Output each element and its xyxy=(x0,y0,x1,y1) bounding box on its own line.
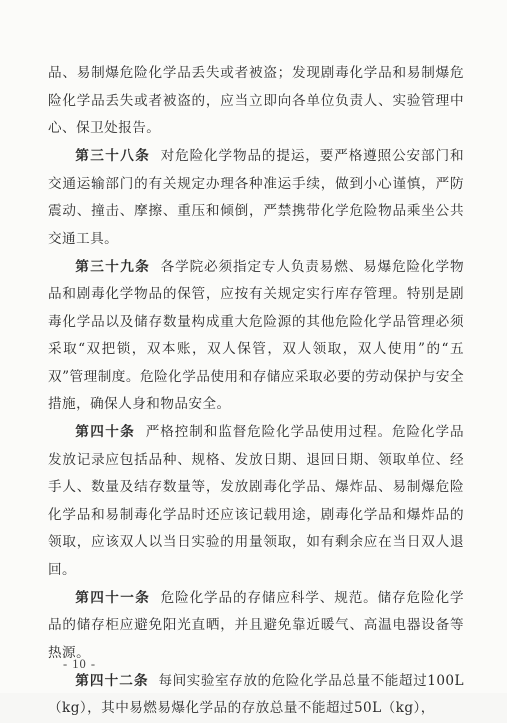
paragraph-article-40 xyxy=(48,419,464,584)
paragraph-text: 危险化学品的存储应科学、规范。储存危险化学品的储存柜应避免阳光直晒，并且避免靠近暖气、高温电器设备等热源。 xyxy=(48,589,464,661)
paragraph-text: 严格控制和监督危险化学品使用过程。危险化学品发放记录应包括品种、规格、发放日期、退回日期、领取单位、经手人、数量及结存数量等，发放剧毒化学品、爆炸品、易制爆危险化学品和易制毒化学品时还应该记载用途，剧毒化学品和爆炸品的领取，应该双人以当日实验的用量领取，如有剩余应在当日双人退回。 xyxy=(48,424,465,578)
article-number: 第四十二条 xyxy=(75,672,149,689)
paragraph-text: 对危险化学物品的提运，要严格遵照公安部门和交通运输部门的有关规定办理各种准运手续，做到小心谨慎，严防震动、撞击、摩擦、重压和倾倒，严禁携带化学危险物品乘坐公共交通工具。 xyxy=(48,148,464,247)
article-number: 第三十九条 xyxy=(75,258,151,275)
article-number: 第三十八条 xyxy=(75,148,151,164)
paragraph-text: 各学院必须指定专人负责易燃、易爆危险化学物品和剧毒化学物品的保管，应按有关规定实行库存管理。特别是剧毒化学品以及储存数量构成重大危险源的其他危险化学品管理必须采取“双把锁，双本账，双人保管，双人领取，双人使用”的“五双”管理制度。危险化学品使用和存储应采取必要的劳动保护与安全措施，确保人身和物品安全。 xyxy=(48,258,464,412)
paragraph-text: 每间实验室存放的危险化学品总量不能超过100L（kg），其中易燃易爆化学品的存放总量不能超过50L（kg）， xyxy=(48,672,465,716)
article-number: 第四十条 xyxy=(75,424,136,440)
paragraph-article-39 xyxy=(48,254,464,419)
document-body xyxy=(48,60,464,723)
paragraph-text: 品、易制爆危险化学品丢失或者被盗；发现剧毒化学品和易制爆危险化学品丢失或者被盗的，应当立即向各单位负责人、实验管理中心、保卫处报告。 xyxy=(48,65,464,136)
article-number: 第四十一条 xyxy=(75,589,151,606)
paragraph-article-42 xyxy=(48,668,464,723)
paragraph-continued xyxy=(48,60,464,143)
paragraph-article-38 xyxy=(48,143,464,253)
paragraph-article-41 xyxy=(48,585,464,668)
page-number: - 10 - xyxy=(63,657,97,671)
